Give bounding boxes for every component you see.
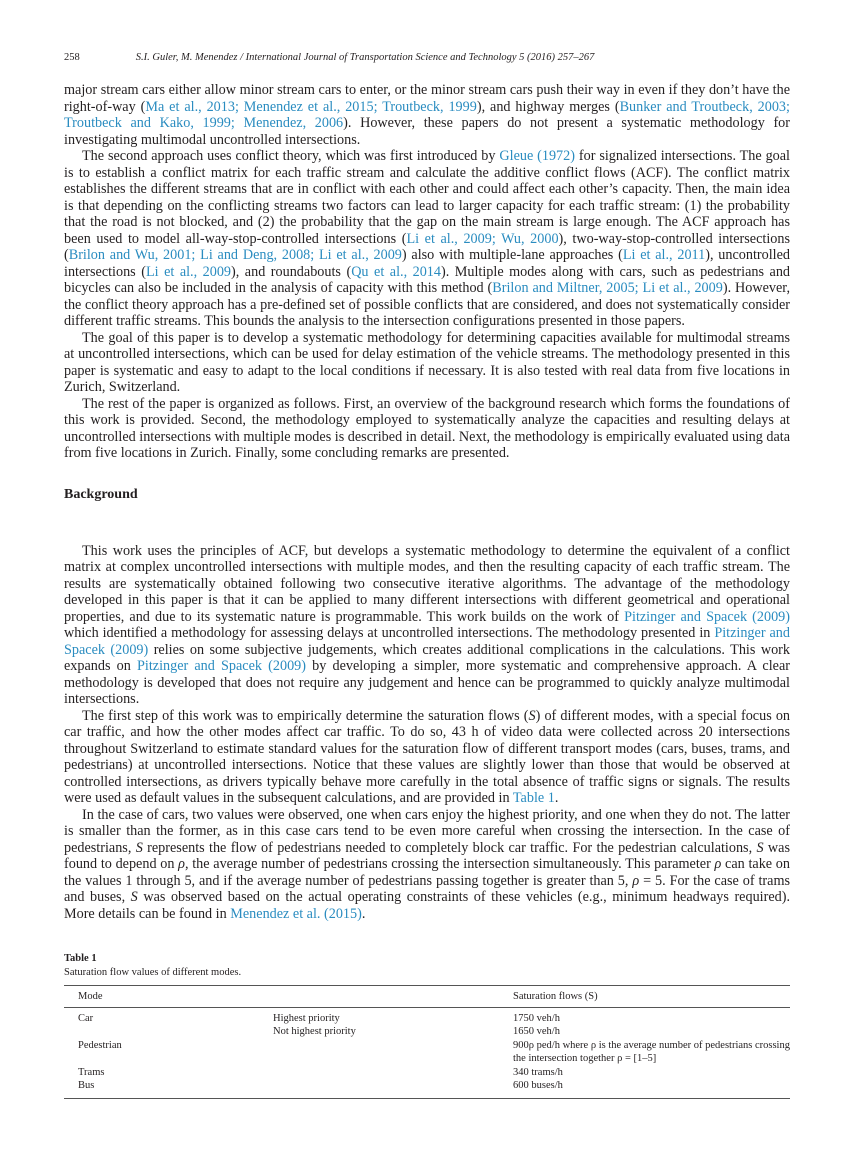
paragraph-text: represents the flow of pedestrians needed to completely block car traffic. For the pedestrian calculations,	[142, 839, 757, 856]
math-symbol: S	[528, 707, 536, 724]
running-header	[64, 51, 790, 65]
paragraph	[64, 708, 790, 807]
mode-cell: Pedestrian	[78, 1039, 122, 1051]
saturation-cell: 600 buses/h	[513, 1080, 563, 1091]
math-symbol: S	[130, 889, 138, 905]
saturation-cell: 900ρ ped/h where ρ is the average number of pedestrians crossing the intersection together ρ = [1–5]	[513, 1039, 790, 1064]
citation-link[interactable]: Pitzinger and Spacek (2009)	[64, 625, 790, 658]
table-label: Table 1	[64, 953, 97, 964]
saturation-cell: 1750 veh/h	[513, 1012, 560, 1024]
mode-cell: Car	[78, 1012, 94, 1024]
paragraph-text: The goal of this paper is to develop a systematic methodology for determining capacities available for multimodal streams at uncontrolled intersections, which can be used for delay estimation of the vehicle streams. The methodology presented in this paper is systematic and easy to adapt to the local conditions if necessary. It is also tested with real data from five locations in Zurich, Switzerland.	[64, 329, 790, 395]
table-1	[64, 952, 790, 1099]
citation-link[interactable]: Brilon and Wu, 2001; Li and Deng, 2008; Li et al., 2009	[68, 247, 402, 263]
citation-link[interactable]: Pitzinger and Spacek (2009)	[624, 608, 790, 625]
priority-cell: Highest priority	[273, 1012, 340, 1024]
section-heading-background: Background	[64, 486, 138, 502]
citation-link[interactable]: Pitzinger and Spacek (2009)	[137, 658, 306, 674]
paragraph-text: ), and roundabouts (	[231, 263, 352, 280]
table-caption: Saturation flow values of different modes.	[64, 966, 242, 978]
saturation-flow-table	[64, 985, 790, 1099]
paragraph-text: The first step of this work was to empirically determine the saturation flows (	[82, 707, 529, 724]
citation-link[interactable]: Li et al., 2009	[145, 263, 232, 280]
paragraph-text: ) also with multiple-lane approaches (	[401, 247, 623, 263]
paragraph	[64, 807, 790, 923]
mode-cell: Bus	[78, 1080, 95, 1091]
paragraph-text: .	[361, 905, 366, 922]
priority-cell	[273, 1079, 513, 1098]
citation-link[interactable]: Brilon and Miltner, 2005; Li et al., 2009	[492, 280, 723, 296]
citation-link[interactable]: Table 1	[512, 790, 555, 806]
paragraph	[64, 543, 790, 708]
paragraph-text: ). Multiple modes along with cars, such as pedestrians and bicycles can also be included in the analysis of capacity with this method (	[64, 263, 790, 296]
paragraph-text: ). However, the conflict theory approach has a pre-defined set of possible conflicts that are considered, and does not systematically consider different traffic streams. This bounds the analysis to the intersection configurations presented in those papers.	[64, 280, 791, 329]
paragraph-text: ). However, these papers do not present a systematic methodology for investigating multimodal uncontrolled intersections.	[64, 115, 790, 148]
paragraph-text: ) of different modes, with a special focus on car traffic, and how the other modes affect car traffic. To do so, 43 h of video data were collected across 20 intersections throughout Switzerland to estimate standard values for the saturation flow of different transport modes (cars, buses, trams, and pedestrians) at uncontrolled intersections. Notice that these values are slightly lower than those that would be observed at controlled intersections, as drivers typically behave more carefully in the total absence of traffic signs or signals. The results were used as default values in the subsequent calculations, and are provided in	[64, 707, 791, 806]
column-header-sub	[273, 986, 513, 1008]
page-number: 258	[64, 52, 80, 63]
paragraph	[64, 148, 790, 330]
table-row	[64, 1066, 790, 1080]
priority-cell	[273, 1066, 513, 1080]
paragraph-text: The second approach uses conflict theory, which was first introduced by	[82, 148, 500, 164]
table-header-row	[64, 986, 790, 1008]
table-row	[64, 1039, 790, 1066]
citation-link[interactable]: Bunker and Troutbeck, 2003; Troutbeck and Kako, 1999; Menendez, 2006	[64, 98, 790, 131]
citation-link[interactable]: Menendez et al. (2015)	[230, 905, 362, 922]
paragraph-text: by developing a simpler, more systematic and comprehensive approach. A clear methodology is developed that does not require any judgement and hence can be programmed to quickly analyze multimodal intersections.	[64, 658, 790, 707]
paragraph-text: This work uses the principles of ACF, but develops a systematic methodology to determine the equivalent of a conflict matrix at complex uncontrolled intersections with multiple modes, and then the resulting capacity of each traffic stream. The results are systematically obtained following two consecutive iterative algorithms. The advantage of the methodology developed in this paper is that it can be applied to many different intersections with different geometrical and operational properties, and due to its systematic nature is programmable. This work builds on the work of	[64, 542, 790, 625]
paragraph-text: relies on some subjective judgements, which creates additional complications in the calculations. This work expands on	[64, 641, 790, 674]
paragraph-text: was found to depend on	[64, 839, 790, 872]
paragraph-text: In the case of cars, two values were observed, one when cars enjoy the highest priority, and one when they do not. The latter is smaller than the former, as in this case cars tend to be even more careful when crossing the intersection. In the case of pedestrians,	[64, 806, 790, 856]
math-symbol: ρ	[178, 856, 185, 872]
paragraph	[64, 396, 790, 462]
priority-cell: Not highest priority	[273, 1026, 356, 1037]
paragraph-text: , the average number of pedestrians crossing the intersection simultaneously. This parameter	[184, 856, 715, 872]
column-header-saturation: Saturation flows (S)	[513, 991, 598, 1002]
citation-link[interactable]: Gleue (1972)	[499, 148, 575, 164]
paragraph-text: which identified a methodology for assessing delays at uncontrolled intersections. The methodology presented in	[64, 625, 715, 641]
citation-link[interactable]: Li et al., 2009; Wu, 2000	[406, 230, 559, 247]
citation-link[interactable]: Li et al., 2011	[622, 247, 706, 263]
mode-cell: Trams	[78, 1066, 105, 1078]
math-symbol: ρ	[714, 856, 722, 872]
body-section-background	[64, 543, 790, 923]
citation-link[interactable]: Qu et al., 2014	[351, 263, 441, 280]
math-symbol: S	[135, 839, 143, 856]
priority-cell	[273, 1039, 513, 1066]
mode-cell	[64, 1025, 273, 1039]
column-header-mode: Mode	[78, 991, 103, 1002]
paragraph-text: ), two-way-stop-controlled intersections (	[64, 230, 790, 263]
citation-link[interactable]: Ma et al., 2013; Menendez et al., 2015; Troutbeck, 1999	[145, 98, 477, 115]
paragraph	[64, 330, 790, 396]
paragraph-text: for signalized intersections. The goal is to establish a conflict matrix for each traffic stream and calculate the additive conflict flows (ACF). The conflict matrix establishes the different streams that are in conflict with each other and could affect each other’s capacity. Then, the main idea is that depending on the conflicting streams two factors can lead to larger capacity for each traffic stream: (1) the probability that the road is not blocked, and (2) the probability that the gap on the main stream is large enough. The ACF approach has been used to model all-way-stop-controlled intersections (	[64, 148, 791, 247]
math-symbol: S	[756, 839, 764, 856]
paragraph-text: The rest of the paper is organized as follows. First, an overview of the background research which forms the foundations of this work is provided. Second, the methodology employed to systematically analyze the capacities and resulting delays at uncontrolled intersections with multiple modes is described in detail. Next, the methodology is empirically evaluated using data from five locations in Zurich. Finally, some concluding remarks are presented.	[64, 395, 790, 461]
paragraph-text: can take on the values 1 through 5, and if the average number of pedestrians passing together is greater than 5,	[64, 856, 790, 889]
paragraph-text: major stream cars either allow minor stream cars to enter, or the minor stream cars push their way in even if they don’t have the right-of-way (	[64, 82, 790, 115]
paragraph	[64, 82, 790, 148]
journal-citation: S.I. Guler, M. Menendez / International Journal of Transportation Science and Technology 5 (2016) 257–267	[135, 52, 595, 63]
table-row	[64, 1007, 790, 1025]
paragraph-text: ), uncontrolled intersections (	[64, 247, 790, 280]
math-symbol: ρ	[632, 872, 640, 889]
table-row	[64, 1079, 790, 1098]
paragraph-text: ), and highway merges (	[476, 98, 620, 115]
saturation-cell: 340 trams/h	[513, 1066, 563, 1078]
paragraph-text: was observed based on the actual operating constraints of these vehicles (e.g., minimum headways required). More details can be found in	[64, 889, 790, 922]
saturation-cell: 1650 veh/h	[513, 1026, 560, 1037]
table-row	[64, 1025, 790, 1039]
body-section-intro	[64, 82, 790, 462]
paragraph-text: .	[554, 790, 559, 806]
paragraph-text: = 5. For the case of trams and buses,	[64, 872, 791, 905]
